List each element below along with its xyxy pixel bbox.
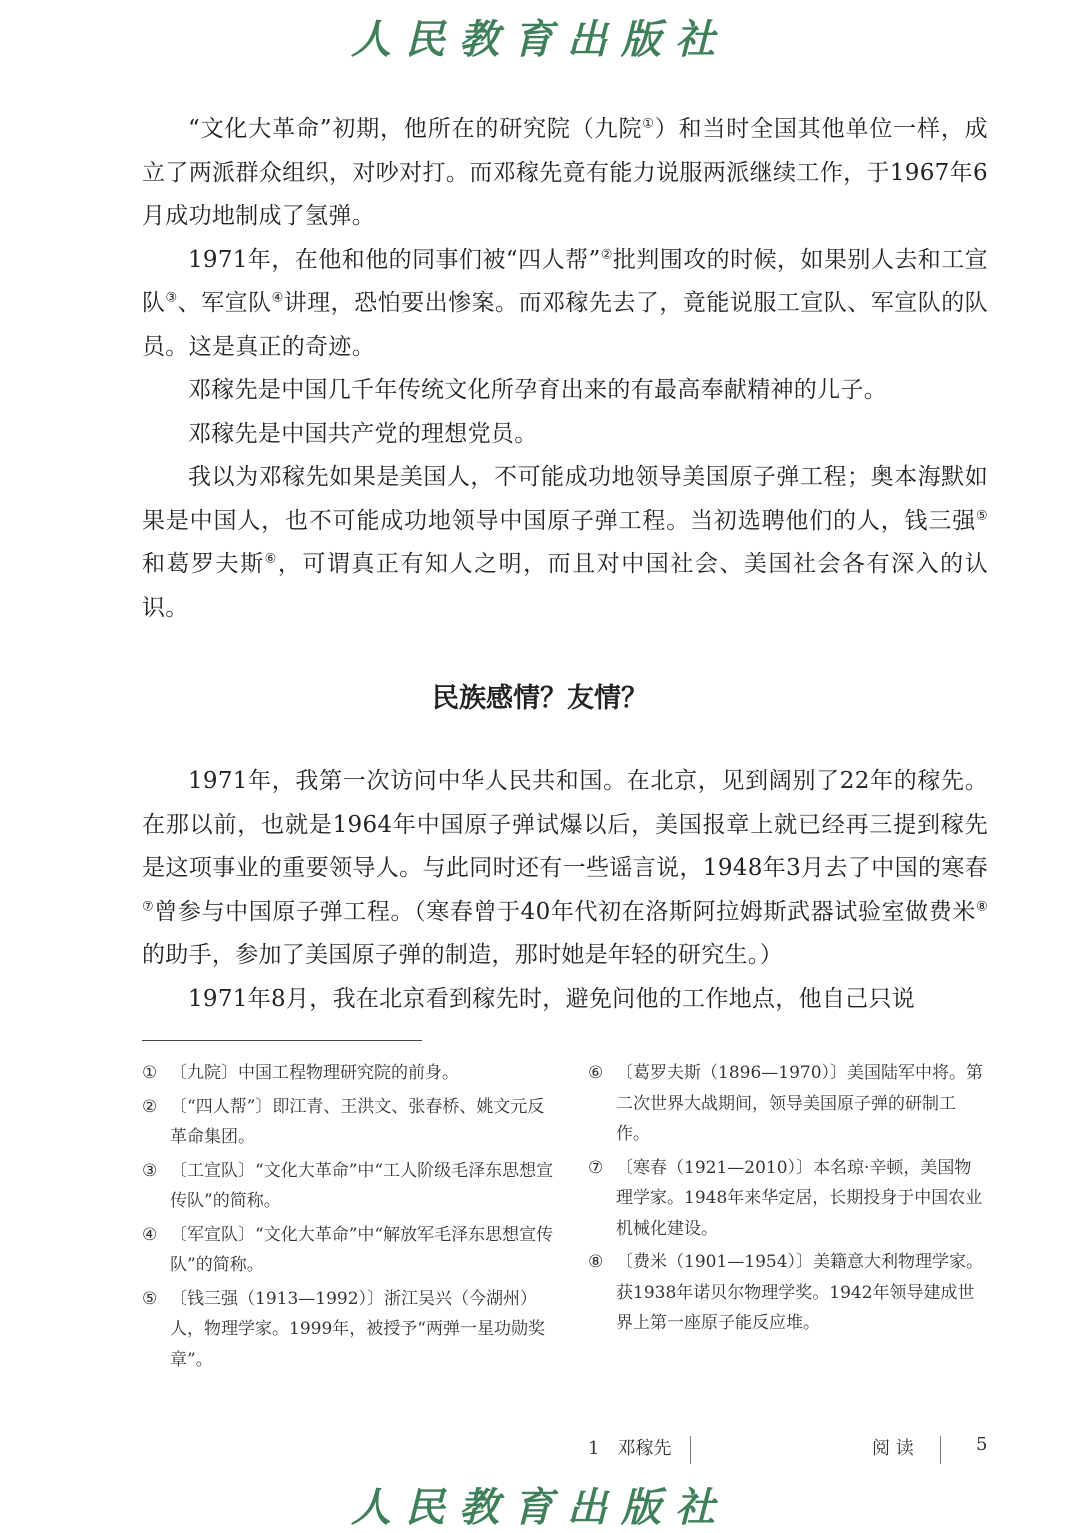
section-heading: 民族感情？友情？ [432,683,648,714]
paragraph-text: 和葛罗夫斯 [142,551,265,577]
footnote-marker[interactable]: ⑥ [264,551,278,567]
footnote-text: 〔钱三强（1913—1992）〕浙江吴兴（今湖州）人，物理学家。1999年，被授予“两弹一星功勋奖章”。 [170,1288,545,1370]
paragraph-text: “文化大革命”初期，他所在的研究院（九院 [188,116,643,142]
footnote [588,1058,988,1150]
footnote [142,1284,554,1376]
footnote-marker[interactable]: ⑧ [976,898,988,914]
paragraph [142,760,988,978]
footnote-number: ② [142,1096,158,1117]
publisher-watermark-bottom: 人民教育出版社 [351,1484,729,1531]
footnote-text: 〔军宣队〕“文化大革命”中“解放军毛泽东思想宣传队”的简称。 [170,1224,554,1275]
paragraph-text: 曾参与中国原子弹工程。（寒春曾于40年代初在洛斯阿拉姆斯武器试验室做费米 [154,898,977,925]
footnote-marker[interactable]: ② [600,246,613,262]
footer-separator [690,1436,691,1464]
paragraph-text: 1971年8月，我在北京看到稼先时，避免问他的工作地点，他自己只说 [188,985,916,1012]
paragraph-text: ）和当时全国其他单位一样，成立了两派群众组织，对吵对打。而邓稼先竟有能力说服两派继续工作，于1967年6月成功地制成了氢弹。 [142,116,988,229]
paragraph-text: 邓稼先是中国共产党的理想党员。 [188,420,538,447]
paragraph-text: 1971年，我第一次访问中华人民共和国。在北京，见到阔别了22年的稼先。在那以前，也就是1964年中国原子弹试爆以后，美国报章上就已经再三提到稼先是这项事业的重要领导人。与此同时还有一些谣言说，1948年3月去了中国的寒春 [142,768,988,881]
footnote [588,1247,988,1339]
footnote-text: 〔寒春（1921—2010）〕本名琼·辛顿，美国物理学家。1948年来华定居，长期投身于中国农业机械化建设。 [616,1157,983,1239]
footnote-text: 〔工宣队〕“文化大革命”中“工人阶级毛泽东思想宣传队”的简称。 [170,1160,554,1211]
footnotes-right-column [588,1058,988,1342]
footnote-number: ⑧ [588,1252,604,1272]
paragraph [142,239,988,370]
footnote-number: ① [142,1063,158,1083]
footnote-marker[interactable]: ⑤ [976,507,988,523]
footnotes-left-column [142,1058,554,1378]
footer-chapter: 1 邓稼先 [588,1438,672,1459]
footnote-marker[interactable]: ① [642,116,655,132]
footnote-number: ⑥ [588,1063,604,1083]
footnote-number: ③ [142,1160,158,1181]
footnote [142,1058,554,1089]
footnote-text: 〔费米（1901—1954）〕美籍意大利物理学家。获1938年诺贝尔物理学奖。1942年领导建成世界上第一座原子能反应堆。 [616,1252,984,1333]
paragraph-text: ，可谓真正有知人之明，而且对中国社会、美国社会各有深入的认识。 [142,551,988,621]
footer-section: 阅 读 [872,1438,914,1459]
footer-separator [940,1436,941,1464]
footnote-marker[interactable]: ④ [271,290,284,306]
footnote-marker[interactable]: ③ [165,290,178,306]
footnote-text: 〔葛罗夫斯（1896—1970）〕美国陆军中将。第二次世界大战期间，领导美国原子弹的研制工作。 [616,1063,984,1144]
footnote-number: ⑤ [142,1288,158,1309]
page-number: 5 [976,1434,988,1455]
footnote-number: ④ [142,1224,158,1245]
paragraph [142,456,988,630]
footnote [142,1220,554,1281]
footnote-divider [142,1040,422,1041]
paragraph [142,413,988,457]
footnote [142,1156,554,1217]
body-text-bottom [142,760,988,1021]
paragraph-text: 讲理，恐怕要出惨案。而邓稼先去了，竟能说服工宣队、军宣队的队员。这是真正的奇迹。 [142,290,988,360]
footnote [142,1092,554,1153]
footnote-text: 〔“四人帮”〕即江青、王洪文、张春桥、姚文元反革命集团。 [170,1096,545,1147]
publisher-watermark-top: 人民教育出版社 [351,16,729,63]
footnote-text: 〔九院〕中国工程物理研究院的前身。 [170,1063,459,1083]
body-text-top [142,108,988,630]
footnote-number: ⑦ [588,1157,604,1178]
paragraph-text: 的助手，参加了美国原子弹的制造，那时她是年轻的研究生。） [142,942,783,968]
paragraph-text: 我以为邓稼先如果是美国人，不可能成功地领导美国原子弹工程；奥本海默如果是中国人，也不可能成功地领导中国原子弹工程。当初选聘他们的人，钱三强 [142,464,988,534]
footnote [588,1153,988,1245]
paragraph-text: 邓稼先是中国几千年传统文化所孕育出来的有最高奉献精神的儿子。 [188,377,887,403]
paragraph-text: 1971年，在他和他的同事们被“四人帮” [188,246,601,273]
paragraph [142,108,988,239]
paragraph [142,978,988,1022]
paragraph-text: 批判围攻的时候，如果别人去和工宣队 [142,246,988,316]
paragraph-text: 、军宣队 [177,290,272,316]
footnote-marker[interactable]: ⑦ [142,898,155,914]
paragraph [142,369,988,413]
